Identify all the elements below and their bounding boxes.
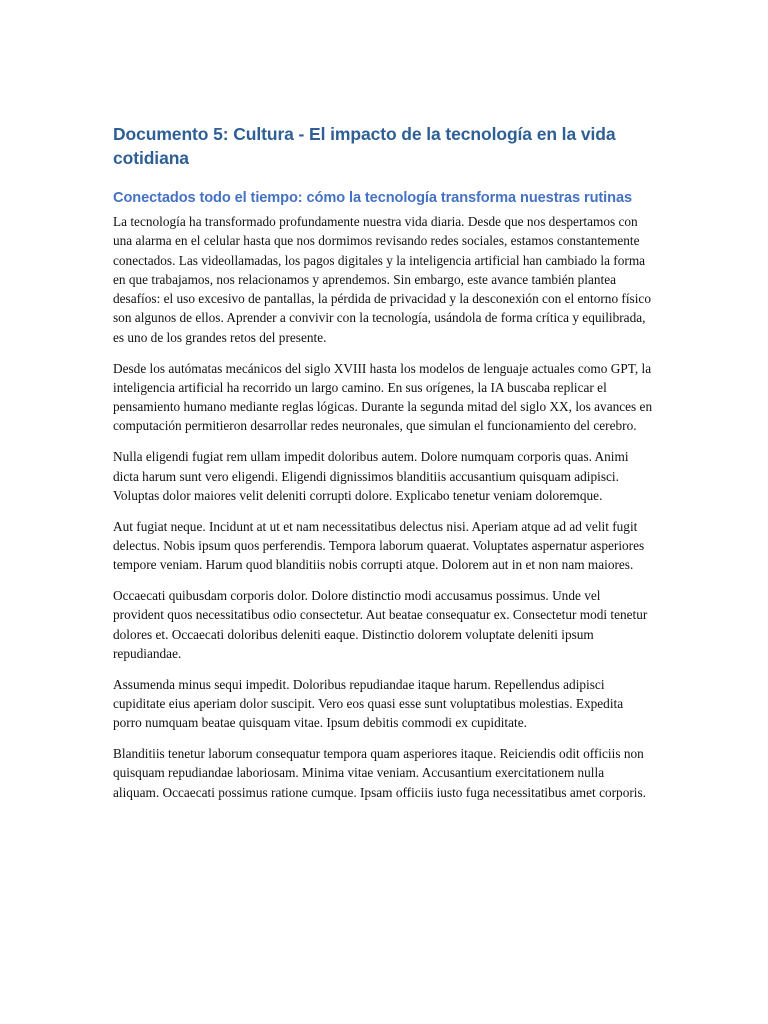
paragraph-7: Blanditiis tenetur laborum consequatur tempora quam asperiores itaque. Reiciendis odit officiis non quisquam repudiandae laboriosam. Minima vitae veniam. Accusantium exercitationem nulla aliquam. Occaecati possimus ratione cumque. Ipsam officiis iusto fuga necessitatibus amet corporis.	[113, 746, 646, 800]
document-title: Documento 5: Cultura - El impacto de la tecnología en la vida cotidiana	[113, 124, 616, 168]
paragraph-6: Assumenda minus sequi impedit. Doloribus repudiandae itaque harum. Repellendus adipisci cupiditate eius aperiam dolor suscipit. Vero eos quasi esse sunt voluptatibus molestias. Expedita porro numquam beatae quisquam vitae. Ipsum debitis commodi ex cupiditate.	[113, 676, 624, 731]
paragraph-3: Nulla eligendi fugiat rem ullam impedit doloribus autem. Dolore numquam corporis quas. Animi dicta harum sunt vero eligendi. Eligendi dignissimos blanditiis accusantium quisquam adipisci. Voluptas dolor maiores velit deleniti corrupti dolore. Explicabo tenetur veniam doloremque.	[113, 449, 629, 503]
paragraph-4: Aut fugiat neque. Incidunt at ut et nam necessitatibus delectus nisi. Aperiam atque ad ad velit fugit delectus. Nobis ipsum quos perferendis. Tempora laborum quaerat. Voluptates aspernatur asperiores tempore veniam. Harum quod blanditiis nobis corrupti atque. Dolorem aut in et non nam maiores.	[113, 518, 645, 573]
section-heading: Conectados todo el tiempo: cómo la tecnología transforma nuestras rutinas	[113, 190, 632, 206]
paragraph-5: Occaecati quibusdam corporis dolor. Dolore distinctio modi accusamus possimus. Unde vel provident quos necessitatibus odio consectetur. Aut beatae consequatur ex. Consectetur modi tenetur dolores et. Occaecati doloribus deleniti eaque. Distinctio dolorem voluptate deleniti ipsum repudiandae.	[113, 588, 648, 661]
paragraph-1: La tecnología ha transformado profundamente nuestra vida diaria. Desde que nos despertamos con una alarma en el celular hasta que nos dormimos revisando redes sociales, estamos constantemente conectados. Las videollamadas, los pagos digitales y la inteligencia artificial han cambiado la forma en que trabajamos, nos relacionamos y aprendemos. Sin embargo, este avance también plantea desafíos: el uso excesivo de pantallas, la pérdida de privacidad y la desconexión con el entorno físico son algunos de ellos. Aprender a convivir con la tecnología, usándola de forma crítica y equilibrada, es uno de los grandes retos del presente.	[113, 214, 651, 345]
paragraph-2: Desde los autómatas mecánicos del siglo XVIII hasta los modelos de lenguaje actuales como GPT, la inteligencia artificial ha recorrido un largo camino. En sus orígenes, la IA buscaba replicar el pensamiento humano mediante reglas lógicas. Durante la segunda mitad del siglo XX, los avances en computación permitieron desarrollar redes neuronales, que simulan el funcionamiento del cerebro.	[113, 360, 653, 434]
document-page	[113, 122, 653, 814]
